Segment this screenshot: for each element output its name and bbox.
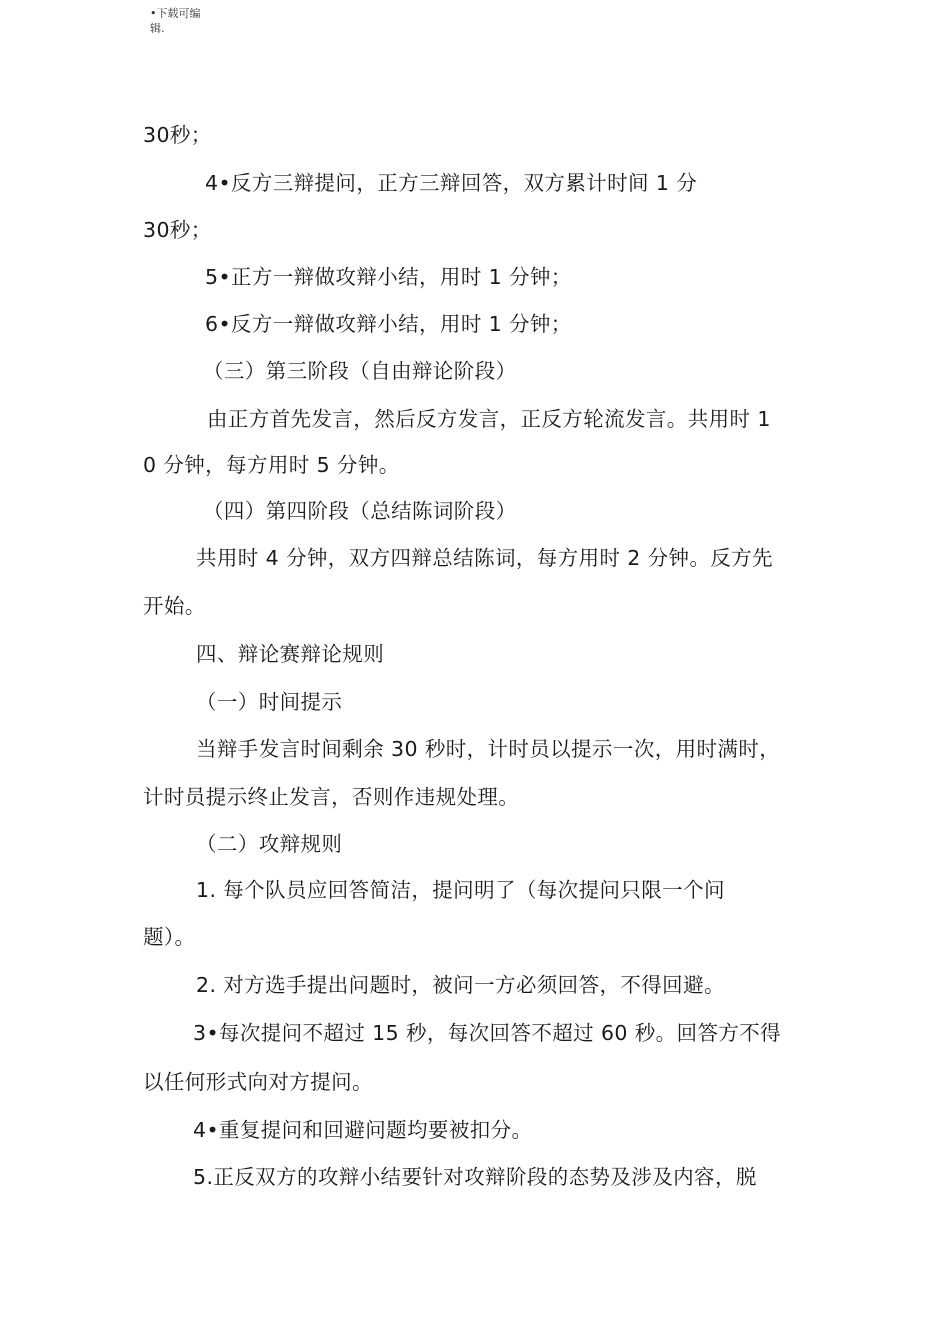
paragraph-line: 题）。: [143, 925, 196, 949]
subsection-heading-cross-exam: （二）攻辩规则: [196, 832, 343, 856]
rule-item-2: 2. 对方选手提出问题时，被问一方必须回答，不得回避。: [196, 973, 725, 997]
paragraph-line: 由正方首先发言，然后反方发言，正反方轮流发言。共用时 1: [207, 407, 771, 431]
text-line-item-5: 5•正方一辩做攻辩小结，用时 1 分钟；: [205, 265, 572, 289]
text-line-item-4: 4•反方三辩提问，正方三辩回答，双方累计时间 1 分: [205, 171, 698, 195]
paragraph-line: 开始。: [143, 594, 206, 618]
rule-item-1: 1. 每个队员应回答简洁，提问明了（每次提问只限一个问: [196, 878, 725, 902]
text-line-item-6: 6•反方一辩做攻辩小结，用时 1 分钟；: [205, 312, 572, 336]
paragraph-line: 0 分钟，每方用时 5 分钟。: [143, 453, 400, 477]
text-line-continuation: 30秒；: [143, 123, 212, 147]
paragraph-line: 共用时 4 分钟，双方四辩总结陈词，每方用时 2 分钟。反方先: [196, 546, 774, 570]
header-line-1: •下载可编: [150, 7, 201, 20]
paragraph-line: 以任何形式向对方提问。: [143, 1070, 373, 1094]
section-heading-stage-3: （三）第三阶段（自由辩论阶段）: [203, 359, 517, 383]
paragraph-line: 计时员提示终止发言，否则作违规处理。: [143, 785, 520, 809]
subsection-heading-time: （一）时间提示: [196, 690, 343, 714]
page-header-note: [150, 6, 201, 36]
rule-item-4: 4•重复提问和回避问题均要被扣分。: [193, 1118, 533, 1142]
section-heading-stage-4: （四）第四阶段（总结陈词阶段）: [203, 499, 517, 523]
rule-item-5: 5.正反双方的攻辩小结要针对攻辩阶段的态势及涉及内容，脱: [193, 1165, 757, 1189]
header-line-2: 辑.: [150, 22, 165, 35]
paragraph-line: 当辩手发言时间剩余 30 秒时，计时员以提示一次，用时满时，: [196, 737, 781, 761]
rule-item-3: 3•每次提问不超过 15 秒，每次回答不超过 60 秒。回答方不得: [193, 1021, 782, 1045]
text-line-continuation: 30秒；: [143, 218, 212, 242]
section-heading-rules: 四、辩论赛辩论规则: [196, 642, 385, 666]
